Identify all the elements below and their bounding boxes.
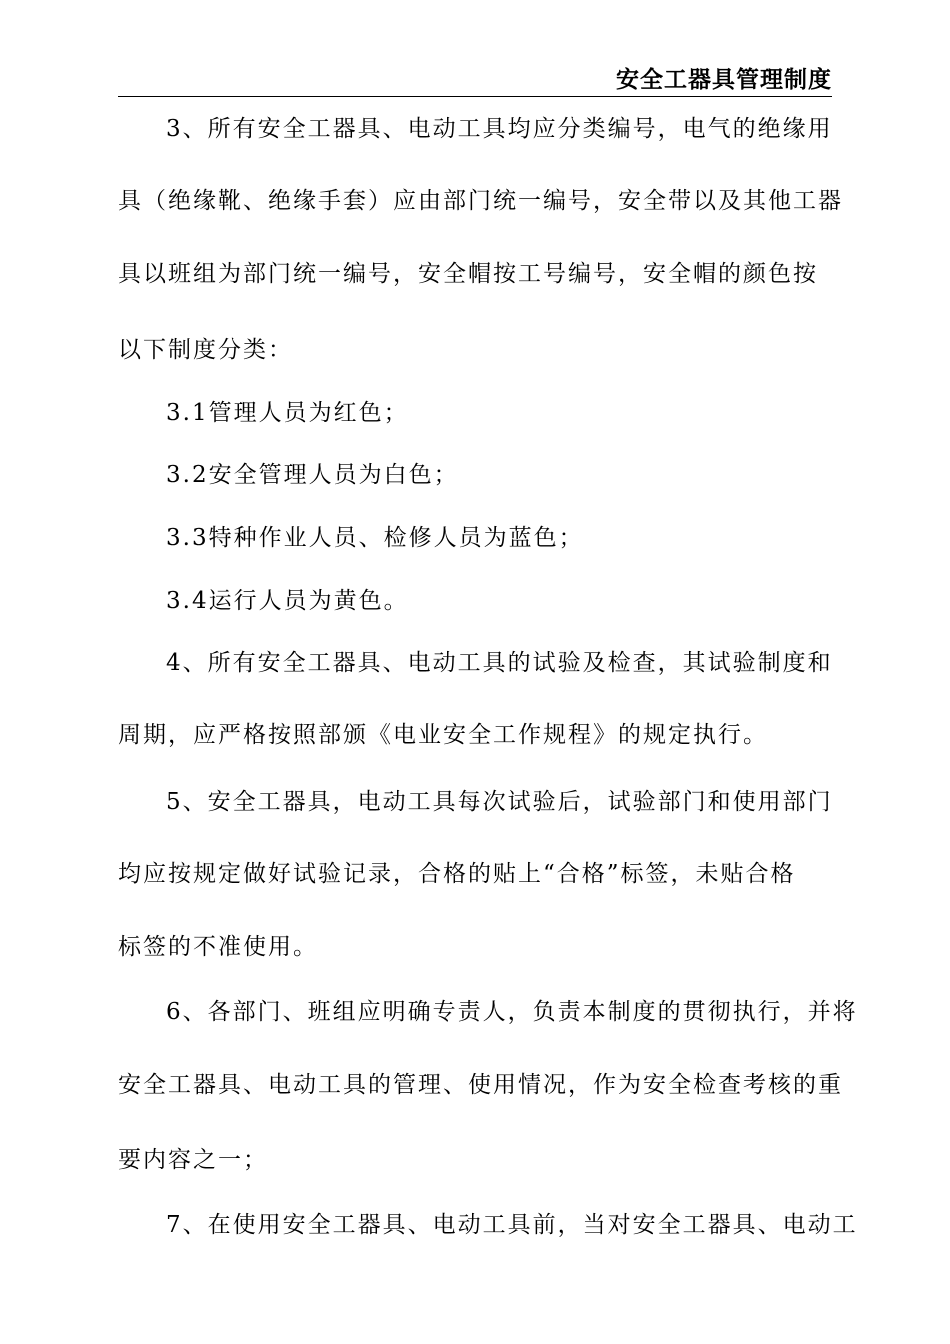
text-line: 周期，应严格按照部颁《电业安全工作规程》的规定执行。 (118, 722, 768, 748)
text-line: 4、所有安全工器具、电动工具的试验及检查，其试验制度和 (166, 650, 833, 676)
text-line: 要内容之一； (118, 1147, 268, 1173)
text-line: 3.1管理人员为红色； (166, 400, 409, 426)
text-line: 具（绝缘靴、绝缘手套）应由部门统一编号，安全带以及其他工器 (118, 188, 843, 214)
text-line: 以下制度分类： (118, 337, 293, 363)
text-line: 安全工器具、电动工具的管理、使用情况，作为安全检查考核的重 (118, 1072, 843, 1098)
text-line: 3.3特种作业人员、检修人员为蓝色； (166, 525, 584, 551)
text-line: 3.2安全管理人员为白色； (166, 462, 459, 488)
text-line: 标签的不准使用。 (118, 934, 318, 960)
text-line: 3.4运行人员为黄色。 (166, 588, 409, 614)
document-title: 安全工器具管理制度 (616, 67, 832, 93)
text-line: 7、在使用安全工器具、电动工具前，当对安全工器具、电动工 (166, 1212, 858, 1238)
text-line: 具以班组为部门统一编号，安全帽按工号编号，安全帽的颜色按 (118, 261, 818, 287)
header-divider (118, 96, 832, 97)
text-line: 均应按规定做好试验记录，合格的贴上“合格”标签，未贴合格 (118, 861, 796, 887)
text-line: 5、安全工器具，电动工具每次试验后，试验部门和使用部门 (166, 789, 833, 815)
text-line: 6、各部门、班组应明确专责人，负责本制度的贯彻执行，并将 (166, 999, 858, 1025)
text-line: 3、所有安全工器具、电动工具均应分类编号，电气的绝缘用 (166, 116, 833, 142)
